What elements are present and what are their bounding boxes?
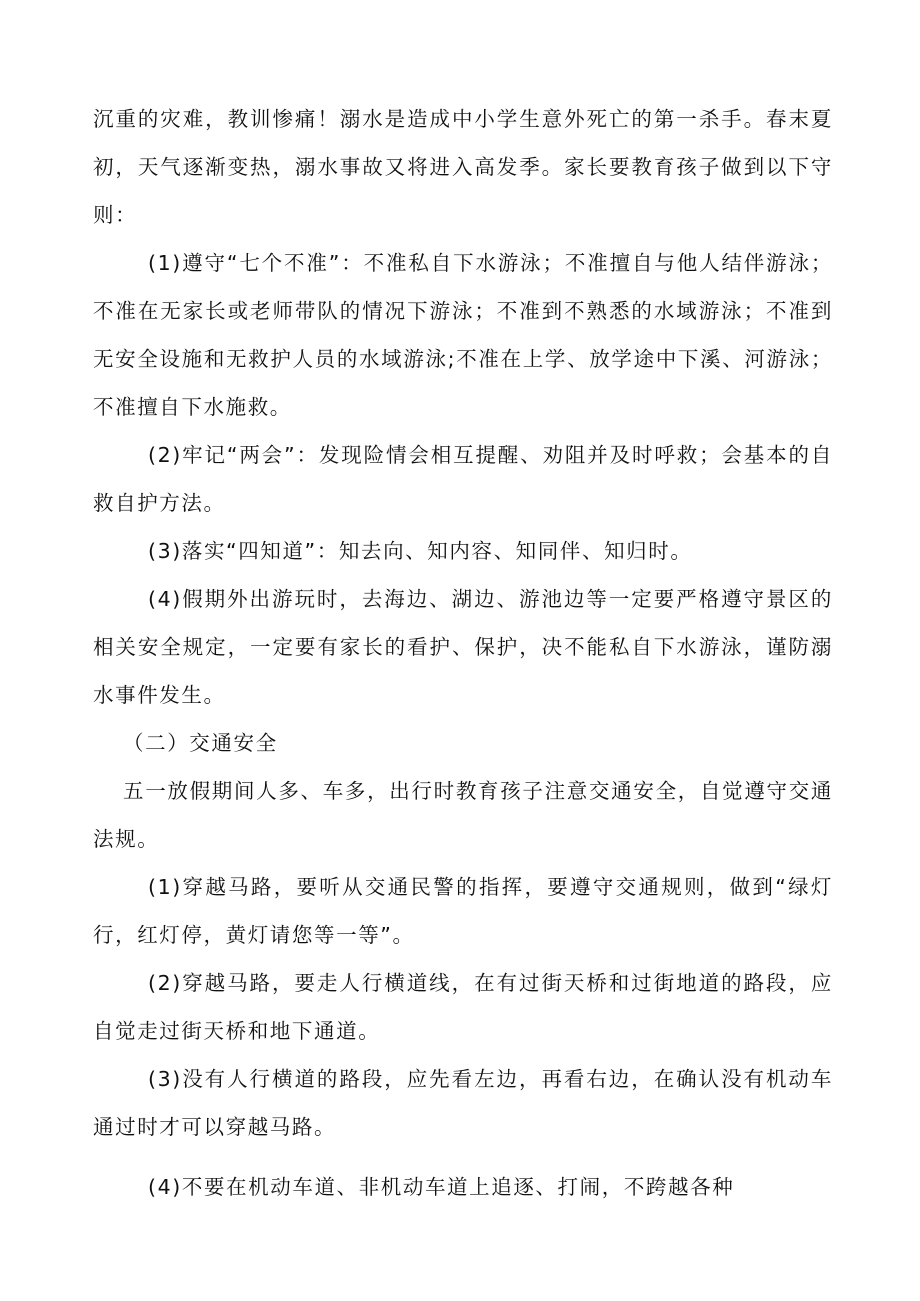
paragraph-traffic-2: (2)穿越马路，要走人行横道线，在有过街天桥和过街地道的路段，应自觉走过街天桥和地下通道。 (93, 971, 833, 1043)
paragraph-traffic-1: (1)穿越马路，要听从交通民警的指挥，要遵守交通规则，做到“绿灯行，红灯停，黄灯请您等一等”。 (93, 875, 833, 947)
paragraph-traffic-4: (4)不要在机动车道、非机动车道上追逐、打闹，不跨越各种 (148, 1175, 735, 1199)
paragraph-rule-2: (2)牢记“两会”：发现险情会相互提醒、劝阻并及时呼救；会基本的自救自护方法。 (93, 443, 833, 515)
paragraph-intro: 沉重的灾难，教训惨痛！溺水是造成中小学生意外死亡的第一杀手。春末夏初，天气逐渐变热，溺水事故又将进入高发季。家长要教育孩子做到以下守则： (93, 107, 833, 227)
paragraph-rule-1: (1)遵守“七个不准”：不准私自下水游泳；不准擅自与他人结伴游泳；不准在无家长或老师带队的情况下游泳；不准到不熟悉的水域游泳；不准到无安全设施和无救护人员的水域游泳;不准在上学、放学途中下溪、河游泳；不准擅自下水施救。 (93, 251, 833, 419)
paragraph-traffic-3: (3)没有人行横道的路段，应先看左边，再看右边，在确认没有机动车通过时才可以穿越马路。 (93, 1067, 833, 1139)
paragraph-rule-3: (3)落实“四知道”：知去向、知内容、知同伴、知归时。 (148, 539, 693, 563)
document-body (93, 95, 833, 1211)
paragraph-rule-4: (4)假期外出游玩时，去海边、湖边、游池边等一定要严格遵守景区的相关安全规定，一定要有家长的看护、保护，决不能私自下水游泳，谨防溺水事件发生。 (93, 587, 833, 707)
paragraph-traffic-intro: 五一放假期间人多、车多，出行时教育孩子注意交通安全，自觉遵守交通法规。 (93, 779, 833, 851)
section-heading-traffic: （二）交通安全 (123, 731, 278, 755)
